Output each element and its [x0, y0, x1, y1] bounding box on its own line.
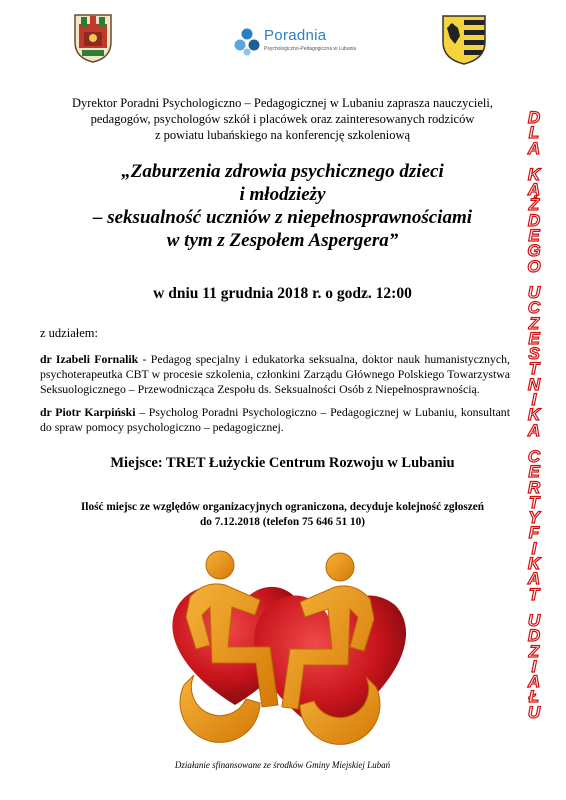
intro-line: pedagogów, psychologów szkół i placówek oraz zainteresowanych rodziców	[90, 112, 475, 126]
speaker-description: – Psycholog Poradni Psychologiczno – Pedagogicznej w Lubaniu, konsultant do spraw pomocy psychologiczno – pedagogicznej.	[40, 405, 510, 434]
poradnia-logo-name: Poradnia	[264, 27, 327, 44]
speaker-bio-fornalik	[40, 352, 510, 397]
banner-letter: U	[527, 702, 541, 722]
banner-letter: D	[527, 108, 541, 127]
conference-title	[40, 160, 525, 252]
banner-letter: Z	[528, 313, 540, 333]
banner-letter: D	[527, 210, 541, 230]
poradnia-logo-icon	[234, 28, 260, 56]
county-coat-of-arms-icon	[441, 14, 487, 66]
hearts-wheelchair-illustration	[150, 535, 420, 757]
banner-letter: I	[531, 538, 537, 558]
intro-text	[40, 95, 525, 143]
banner-letter: Z	[528, 641, 540, 661]
participation-label: z udziałem:	[40, 326, 98, 340]
banner-letter: I	[531, 390, 537, 410]
title-line: – seksualność uczniów z niepełnosprawnościami	[92, 207, 473, 228]
banner-word	[527, 164, 541, 276]
speaker-description: - Pedagog specjalny i edukatorka seksualna, doktor nauk humanistycznych, psychoterapeutka CBT w procesie szkolenia, członkini Zarządu Głównego Polskiego Towarzystwa Seksuologicznego – Przewodnicząca Zespołu ds. Seksualności Osób z Niepełnosprawnością.	[40, 352, 510, 396]
venue: Miejsce: TRET Łużyckie Centrum Rozwoju w Lubaniu	[110, 455, 455, 471]
banner-letter: S	[528, 344, 540, 364]
conference-date: w dniu 11 grudnia 2018 r. o godz. 12:00	[153, 285, 412, 302]
banner-letter: U	[527, 610, 541, 630]
banner-letter: A	[527, 672, 541, 692]
banner-letter: Y	[528, 508, 540, 528]
banner-letter: K	[527, 164, 541, 184]
poradnia-logo	[234, 26, 364, 60]
speaker-name: dr Izabeli Fornalik	[40, 352, 139, 366]
poradnia-logo-subtitle: Psychologiczno-Pedagogiczna w Lubaniu	[264, 46, 357, 52]
banner-letter: E	[528, 462, 540, 482]
funding-note: Działanie sfinansowane ze środków Gminy Miejskiej Lubań	[174, 760, 391, 770]
banner-word	[527, 282, 541, 440]
banner-letter: T	[528, 492, 540, 512]
banner-letter: N	[527, 374, 541, 394]
banner-letter: L	[528, 123, 540, 143]
banner-letter: K	[527, 405, 541, 425]
banner-letter: T	[528, 359, 540, 379]
title-line: w tym z Zespołem Aspergera”	[166, 230, 399, 251]
registration-line: do 7.12.2018 (telefon 75 646 51 10)	[199, 516, 366, 528]
speaker-bio-karpinski	[40, 405, 510, 435]
banner-letter: C	[527, 298, 541, 318]
banner-letter: D	[527, 626, 541, 646]
banner-word	[528, 110, 540, 156]
banner-letter: A	[527, 569, 541, 589]
banner-letter: A	[527, 138, 541, 158]
banner-letter: R	[527, 477, 541, 497]
banner-letter: G	[527, 241, 541, 261]
banner-letter: Ż	[528, 195, 540, 215]
registration-line: Ilość miejsc ze względów organizacyjnych ograniczona, decyduje kolejność zgłoszeń	[80, 501, 485, 513]
certificate-banner	[508, 110, 560, 740]
banner-word	[527, 610, 541, 722]
banner-letter: E	[528, 226, 540, 246]
banner-letter: I	[531, 656, 537, 676]
banner-word	[527, 446, 541, 604]
registration-note	[40, 500, 525, 530]
title-line: i młodzieży	[239, 184, 326, 205]
banner-letter: A	[527, 180, 541, 200]
intro-line: z powiatu lubańskiego na konferencję szkoleniową	[154, 128, 411, 142]
banner-letter: E	[528, 328, 540, 348]
banner-letter: O	[527, 256, 541, 276]
intro-line: Dyrektor Poradni Psychologiczno – Pedagogicznej w Lubaniu zaprasza nauczycieli,	[71, 96, 494, 110]
banner-letter: Ł	[528, 687, 540, 707]
banner-letter: C	[527, 446, 541, 466]
lubań-coat-of-arms-icon	[72, 12, 114, 64]
banner-letter: K	[527, 554, 541, 574]
title-line: „Zaburzenia zdrowia psychicznego dzieci	[121, 161, 444, 182]
banner-letter: U	[527, 282, 541, 302]
speaker-name: dr Piotr Karpiński	[40, 405, 136, 419]
banner-letter: T	[528, 584, 540, 604]
banner-letter: F	[528, 523, 540, 543]
banner-letter: A	[527, 420, 541, 440]
